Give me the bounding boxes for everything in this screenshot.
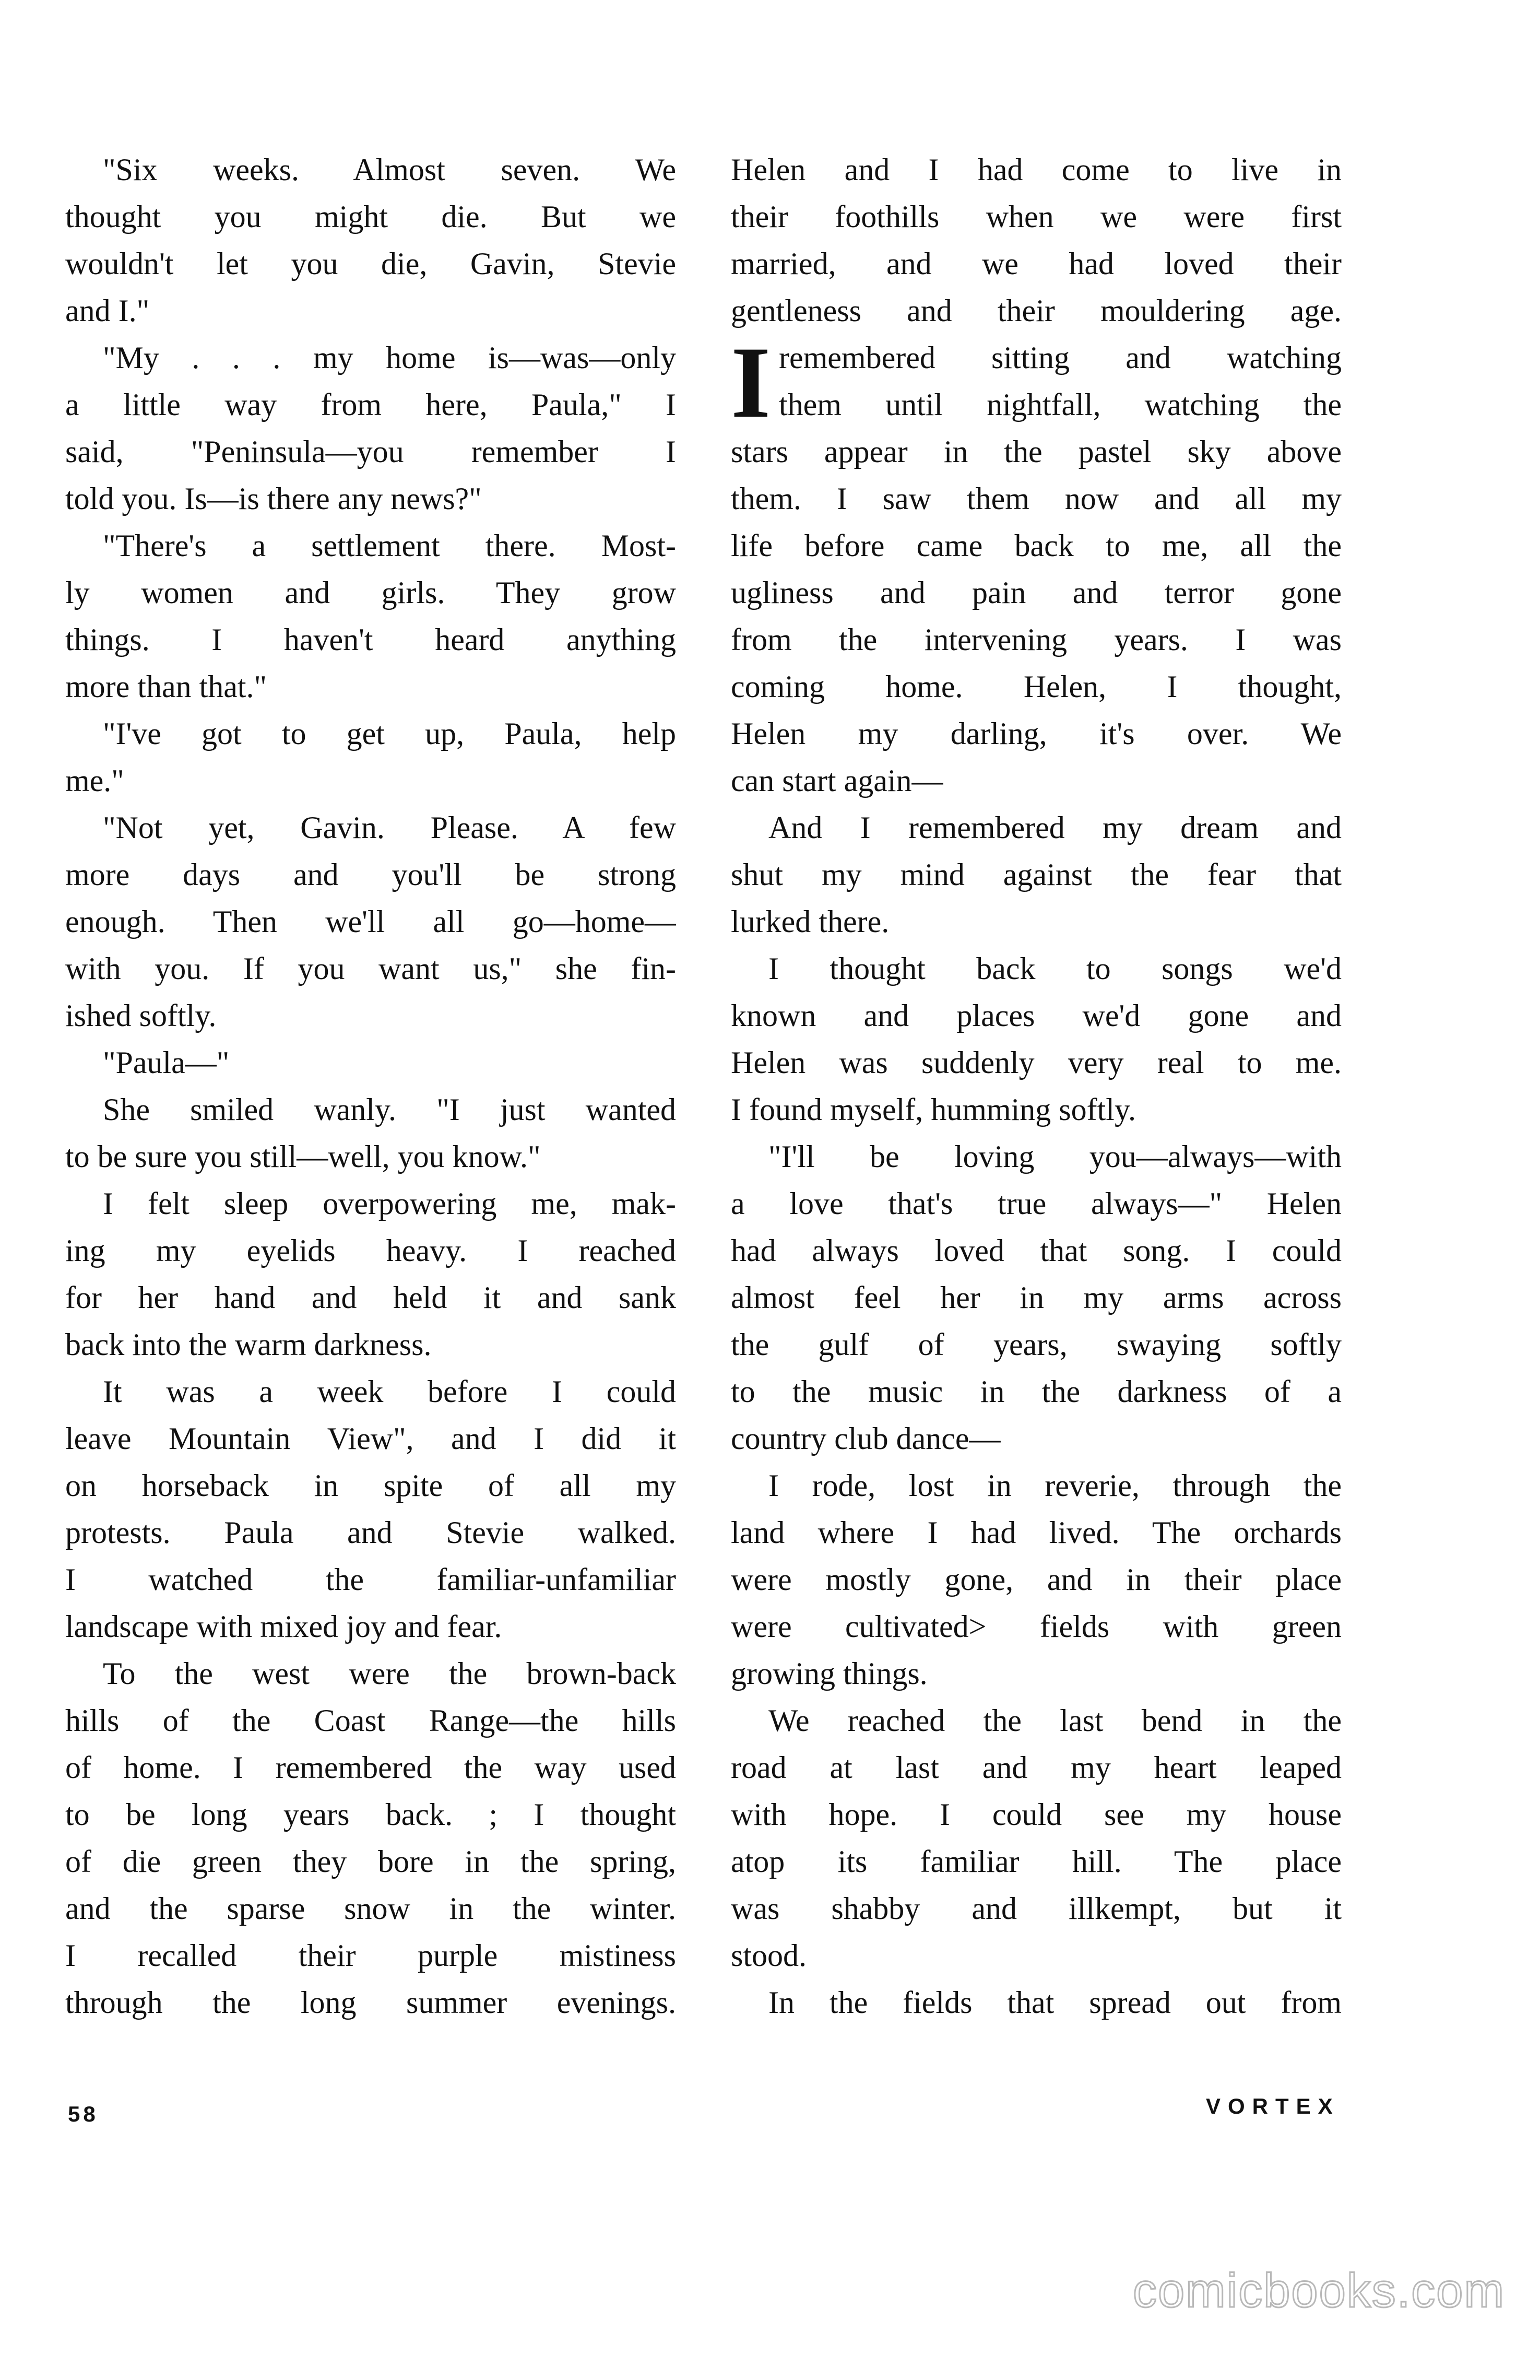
text-line: was shabby and illkempt, but it bbox=[731, 1891, 1342, 1926]
text-line: stars appear in the pastel sky above bbox=[731, 434, 1342, 469]
text-line: I thought back to songs we'd bbox=[768, 951, 1342, 986]
text-line: country club dance— bbox=[731, 1421, 1001, 1456]
text-line: their foothills when we were first bbox=[731, 199, 1342, 234]
text-line: I rode, lost in reverie, through the bbox=[768, 1468, 1342, 1503]
page-number: 58 bbox=[68, 2102, 99, 2126]
text-line: with you. If you want us," she fin- bbox=[65, 951, 676, 986]
text-line: had always loved that song. I could bbox=[731, 1233, 1342, 1268]
text-line: known and places we'd gone and bbox=[731, 998, 1342, 1033]
text-line: coming home. Helen, I thought, bbox=[731, 669, 1342, 704]
text-line: And I remembered my dream and bbox=[768, 810, 1342, 845]
text-line: "I'll be loving you—always—with bbox=[768, 1139, 1342, 1174]
text-line: thought you might die. But we bbox=[65, 199, 676, 234]
text-line: of die green they bore in the spring, bbox=[65, 1844, 676, 1879]
text-line: more than that." bbox=[65, 669, 267, 704]
right-column bbox=[731, 146, 1342, 2026]
text-line: "My . . . my home is—was—only bbox=[103, 340, 676, 375]
text-line: and the sparse snow in the winter. bbox=[65, 1891, 676, 1926]
text-line: remembered sitting and watching bbox=[779, 340, 1342, 375]
text-line: were mostly gone, and in their place bbox=[731, 1562, 1342, 1597]
text-line: I found myself, humming softly. bbox=[731, 1092, 1136, 1127]
text-line: growing things. bbox=[731, 1656, 928, 1691]
left-column bbox=[65, 146, 676, 2026]
watermark-logo: comicbooks.com bbox=[1133, 2264, 1506, 2317]
text-line: stood. bbox=[731, 1938, 807, 1973]
text-line: with hope. I could see my house bbox=[731, 1797, 1342, 1832]
text-line: told you. Is—is there any news?" bbox=[65, 481, 482, 516]
text-line: gentleness and their mouldering age. bbox=[731, 293, 1342, 328]
text-line: protests. Paula and Stevie walked. bbox=[65, 1515, 676, 1550]
text-line: more days and you'll be strong bbox=[65, 857, 676, 892]
text-line: me." bbox=[65, 763, 124, 798]
drop-cap-block bbox=[731, 326, 1342, 439]
drop-cap: I bbox=[731, 326, 771, 439]
text-line: from the intervening years. I was bbox=[731, 622, 1342, 657]
text-line: ished softly. bbox=[65, 998, 217, 1033]
text-line: to the music in the darkness of a bbox=[731, 1374, 1342, 1409]
text-line: things. I haven't heard anything bbox=[65, 622, 676, 657]
text-line: leave Mountain View", and I did it bbox=[65, 1421, 676, 1456]
text-line: ing my eyelids heavy. I reached bbox=[65, 1233, 676, 1268]
text-line: In the fields that spread out from bbox=[768, 1985, 1342, 2020]
text-line: land where I had lived. The orchards bbox=[731, 1515, 1342, 1550]
text-line: Helen my darling, it's over. We bbox=[731, 716, 1342, 751]
text-line: of home. I remembered the way used bbox=[65, 1750, 676, 1785]
text-line: hills of the Coast Range—the hills bbox=[65, 1703, 676, 1738]
text-line: on horseback in spite of all my bbox=[65, 1468, 676, 1503]
text-line: married, and we had loved their bbox=[731, 246, 1342, 281]
text-line: road at last and my heart leaped bbox=[731, 1750, 1342, 1785]
text-line: ugliness and pain and terror gone bbox=[731, 575, 1342, 610]
text-line: and I." bbox=[65, 293, 150, 328]
magazine-title: VORTEX bbox=[1206, 2094, 1340, 2118]
text-line: said, "Peninsula—you remember I bbox=[65, 434, 676, 469]
text-line: a little way from here, Paula," I bbox=[65, 387, 676, 422]
text-line: shut my mind against the fear that bbox=[731, 857, 1342, 892]
text-line: It was a week before I could bbox=[103, 1374, 676, 1409]
text-line: To the west were the brown-back bbox=[103, 1656, 676, 1691]
text-line: landscape with mixed joy and fear. bbox=[65, 1609, 502, 1644]
text-line: I watched the familiar-unfamiliar bbox=[65, 1562, 676, 1597]
text-line: through the long summer evenings. bbox=[65, 1985, 676, 2020]
text-line: to be long years back. ; I thought bbox=[65, 1797, 676, 1832]
text-line: them until nightfall, watching the bbox=[779, 387, 1342, 422]
text-line: We reached the last bend in the bbox=[768, 1703, 1342, 1738]
text-line: I felt sleep overpowering me, mak- bbox=[103, 1186, 676, 1221]
text-line: "Not yet, Gavin. Please. A few bbox=[103, 810, 676, 845]
text-line: back into the warm darkness. bbox=[65, 1327, 432, 1362]
text-line: lurked there. bbox=[731, 904, 890, 939]
text-line: were cultivated> fields with green bbox=[731, 1609, 1342, 1644]
text-line: atop its familiar hill. The place bbox=[731, 1844, 1342, 1879]
text-line: them. I saw them now and all my bbox=[731, 481, 1342, 516]
text-line: She smiled wanly. "I just wanted bbox=[103, 1092, 676, 1127]
text-line: almost feel her in my arms across bbox=[731, 1280, 1342, 1315]
text-line: I recalled their purple mistiness bbox=[65, 1938, 676, 1973]
text-line: ly women and girls. They grow bbox=[65, 575, 676, 610]
text-line: the gulf of years, swaying softly bbox=[731, 1327, 1342, 1362]
text-line: for her hand and held it and sank bbox=[65, 1280, 676, 1315]
text-line: life before came back to me, all the bbox=[731, 528, 1342, 563]
text-line: Helen was suddenly very real to me. bbox=[731, 1045, 1342, 1080]
text-line: can start again— bbox=[731, 763, 943, 798]
text-line: "I've got to get up, Paula, help bbox=[103, 716, 676, 751]
text-line: Helen and I had come to live in bbox=[731, 152, 1342, 187]
text-line: wouldn't let you die, Gavin, Stevie bbox=[65, 246, 676, 281]
text-line: "There's a settlement there. Most- bbox=[103, 528, 676, 563]
text-line: to be sure you still—well, you know." bbox=[65, 1139, 541, 1174]
text-line: enough. Then we'll all go—home— bbox=[65, 904, 676, 939]
text-line: a love that's true always—" Helen bbox=[731, 1186, 1342, 1221]
text-line: "Paula—" bbox=[103, 1045, 230, 1080]
text-line: "Six weeks. Almost seven. We bbox=[103, 152, 676, 187]
